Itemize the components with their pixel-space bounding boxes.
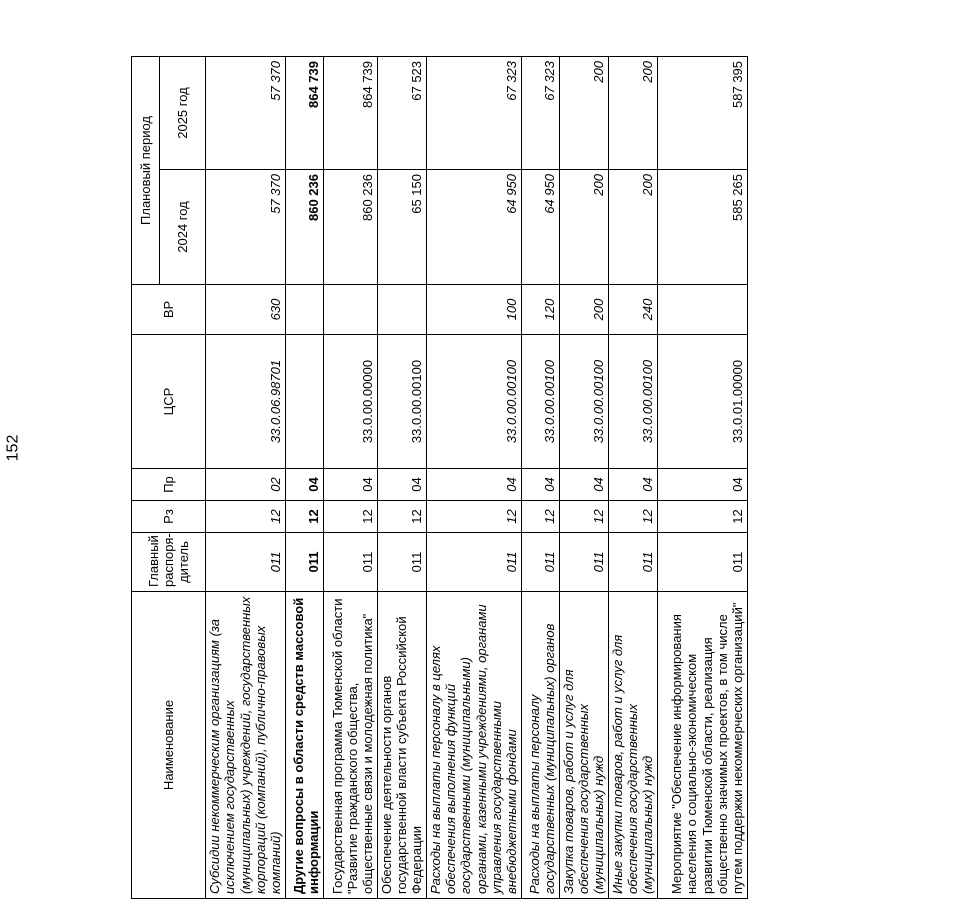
row-rz: 12 (285, 501, 323, 533)
header-chief: Главный распоря-дитель (132, 533, 206, 592)
row-2024: 200 (608, 170, 657, 285)
row-vr (377, 285, 426, 335)
row-pr: 04 (521, 469, 559, 501)
row-pr: 04 (285, 469, 323, 501)
row-2024: 200 (559, 170, 608, 285)
row-pr: 04 (608, 469, 657, 501)
table-row (285, 56, 323, 898)
row-2024: 585 265 (657, 170, 747, 285)
row-pr: 04 (426, 469, 521, 501)
row-name: Субсидии некоммерческим организациям (за исключением государственных (муниципальных) учреждений, государственных корпораций (компаний), публично-правовых компаний) (206, 592, 286, 899)
table-row (521, 56, 559, 898)
row-rz: 12 (657, 501, 747, 533)
page-number: 152 (4, 434, 22, 462)
row-rz: 12 (377, 501, 426, 533)
table-row (559, 56, 608, 898)
row-name: Закупка товаров, работ и услуг для обеспечения государственных (муниципальных) нужд (559, 592, 608, 899)
header-year-2024: 2024 год (160, 170, 206, 285)
row-vr: 120 (521, 285, 559, 335)
row-vr (323, 285, 377, 335)
header-rz: Рз (132, 501, 206, 533)
row-chief: 011 (521, 533, 559, 592)
row-2025: 864 739 (285, 56, 323, 169)
row-2025: 200 (559, 56, 608, 169)
row-chief: 011 (377, 533, 426, 592)
row-pr: 04 (323, 469, 377, 501)
row-rz: 12 (608, 501, 657, 533)
header-pr: Пр (132, 469, 206, 501)
row-2025: 67 323 (426, 56, 521, 169)
header-year-2025: 2025 год (160, 56, 206, 169)
table-row (608, 56, 657, 898)
table-row (377, 56, 426, 898)
row-csr: 33.0.00.00100 (377, 335, 426, 469)
row-csr: 33.0.01.00000 (657, 335, 747, 469)
row-chief: 011 (657, 533, 747, 592)
row-2024: 860 236 (285, 170, 323, 285)
row-name: Государственная программа Тюменской области "Развитие гражданского общества, общественные связи и молодежная политика" (323, 592, 377, 899)
row-2025: 57 370 (206, 56, 286, 169)
row-chief: 011 (323, 533, 377, 592)
row-rz: 12 (521, 501, 559, 533)
row-csr: 33.0.00.00000 (323, 335, 377, 469)
header-name: Наименование (132, 592, 206, 899)
row-vr: 100 (426, 285, 521, 335)
row-2024: 860 236 (323, 170, 377, 285)
row-name: Иные закупки товаров, работ и услуг для обеспечения государственных (муниципальных) нужд (608, 592, 657, 899)
row-name: Обеспечение деятельности органов государственной власти субъекта Российской Федерации (377, 592, 426, 899)
row-rz: 12 (426, 501, 521, 533)
row-2025: 200 (608, 56, 657, 169)
row-2025: 864 739 (323, 56, 377, 169)
row-2025: 587 395 (657, 56, 747, 169)
row-2025: 67 323 (521, 56, 559, 169)
budget-table (131, 56, 748, 899)
row-name: Расходы на выплаты персоналу в целях обеспечения выполнения функций государственными (муниципальными) органами, казенными учреждениями, органами управления государственными внебюджетными фондами (426, 592, 521, 899)
row-csr: 33.0.00.00100 (608, 335, 657, 469)
row-chief: 011 (285, 533, 323, 592)
row-2024: 64 950 (521, 170, 559, 285)
row-name: Другие вопросы в области средств массовой информации (285, 592, 323, 899)
row-2025: 67 523 (377, 56, 426, 169)
table-row (323, 56, 377, 898)
table-row (426, 56, 521, 898)
header-period: Плановый период (132, 56, 160, 284)
row-2024: 57 370 (206, 170, 286, 285)
row-name: Расходы на выплаты персоналу государственных (муниципальных) органов (521, 592, 559, 899)
header-vr: ВР (132, 285, 206, 335)
row-chief: 011 (206, 533, 286, 592)
header-csr: ЦСР (132, 335, 206, 469)
row-2024: 65 150 (377, 170, 426, 285)
table-row (657, 56, 747, 898)
row-csr (285, 335, 323, 469)
row-chief: 011 (608, 533, 657, 592)
row-csr: 33.0.00.00100 (426, 335, 521, 469)
row-chief: 011 (426, 533, 521, 592)
row-vr (657, 285, 747, 335)
row-rz: 12 (559, 501, 608, 533)
row-chief: 011 (559, 533, 608, 592)
row-name: Мероприятие "Обеспечение информирования населения о социально-экономическом развитии Тюменской области, реализация общественно значимых проектов, в том числе путем поддержки некоммерческих организаций" (657, 592, 747, 899)
row-rz: 12 (206, 501, 286, 533)
row-csr: 33.0.00.00100 (521, 335, 559, 469)
row-vr: 200 (559, 285, 608, 335)
row-pr: 04 (559, 469, 608, 501)
row-csr: 33.0.06.98701 (206, 335, 286, 469)
rotated-table-wrapper (131, 57, 973, 894)
row-2024: 64 950 (426, 170, 521, 285)
row-vr: 240 (608, 285, 657, 335)
row-pr: 04 (377, 469, 426, 501)
row-vr (285, 285, 323, 335)
row-csr: 33.0.00.00100 (559, 335, 608, 469)
table-row (206, 56, 286, 898)
row-pr: 04 (657, 469, 747, 501)
row-pr: 02 (206, 469, 286, 501)
row-rz: 12 (323, 501, 377, 533)
row-vr: 630 (206, 285, 286, 335)
